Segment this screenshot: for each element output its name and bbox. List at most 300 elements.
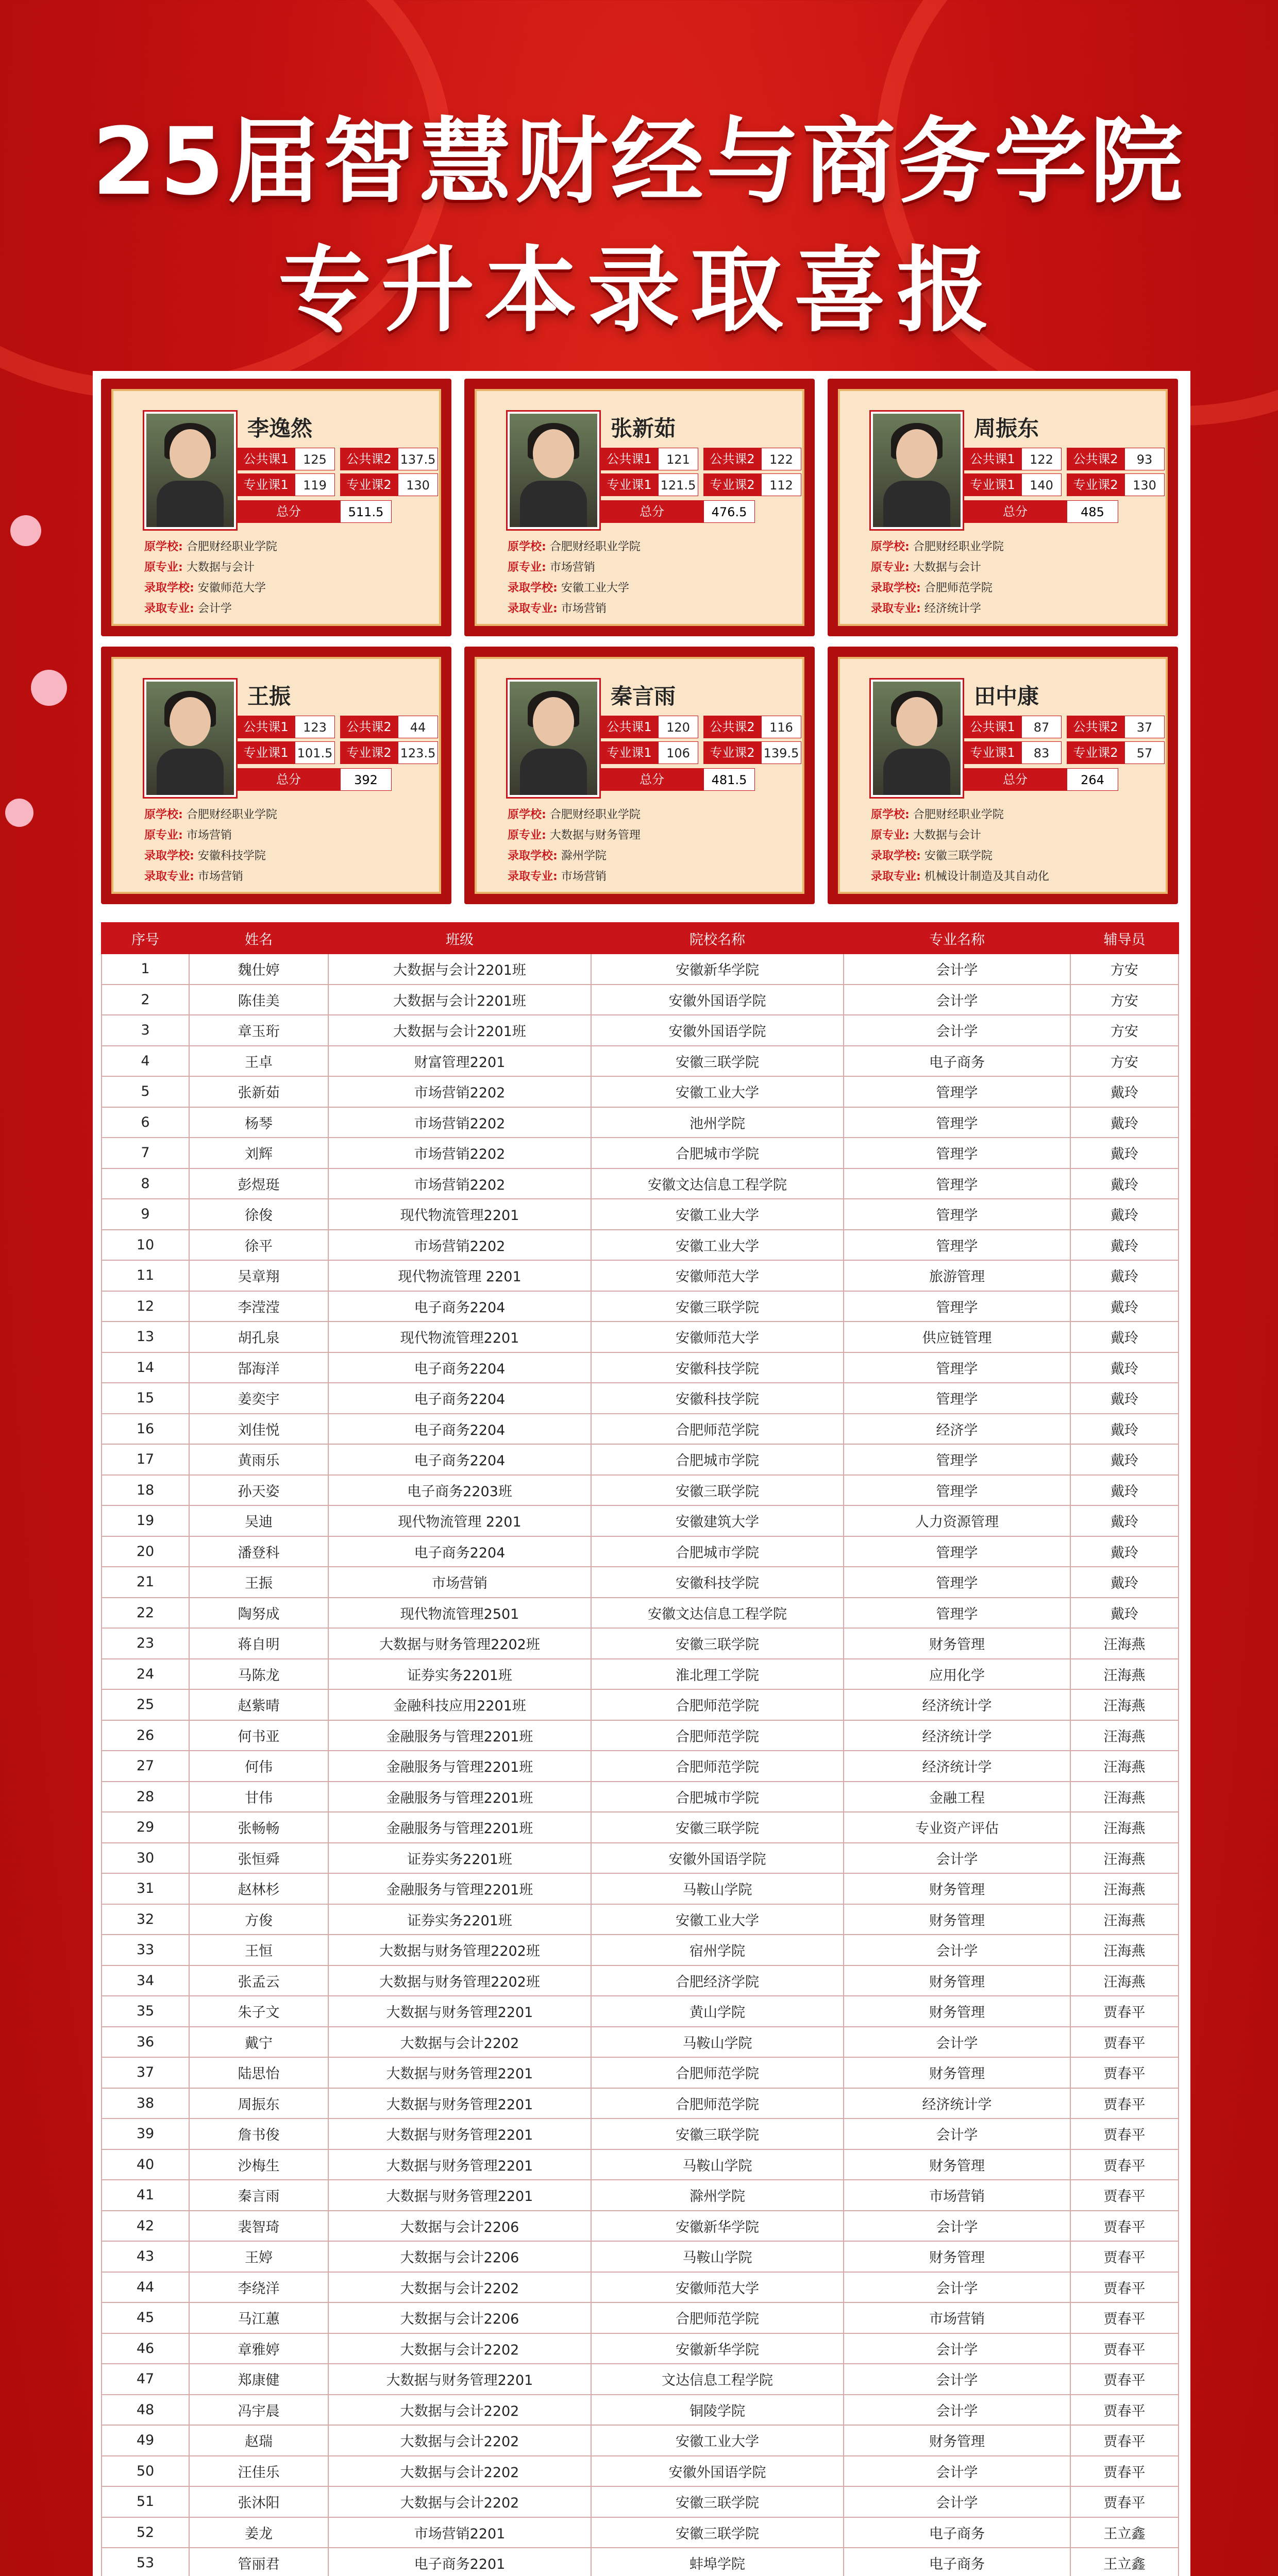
table-cell: 大数据与会计2202 — [328, 2027, 591, 2058]
table-cell: 贾春平 — [1070, 2456, 1179, 2487]
total-label: 总分 — [600, 768, 703, 791]
table-cell: 41 — [102, 2180, 189, 2211]
table-row — [102, 1383, 1179, 1414]
table-cell: 38 — [102, 2088, 189, 2119]
table-cell: 淮北理工学院 — [591, 1659, 844, 1690]
student-name: 王振 — [247, 684, 291, 709]
table-cell: 戴玲 — [1070, 1076, 1179, 1107]
info-line: 录取专业: 市场营销 — [144, 870, 243, 883]
table-cell: 市场营销 — [844, 2180, 1070, 2211]
table-cell: 贾春平 — [1070, 2180, 1179, 2211]
table-cell: 会计学 — [844, 2333, 1070, 2364]
table-cell: 安徽工业大学 — [591, 2425, 844, 2456]
table-cell: 财务管理 — [844, 2241, 1070, 2272]
table-cell: 李绕洋 — [189, 2272, 328, 2303]
table-cell: 戴玲 — [1070, 1199, 1179, 1230]
table-cell: 财务管理 — [844, 1904, 1070, 1935]
table-cell: 47 — [102, 2364, 189, 2395]
table-row — [102, 1659, 1179, 1690]
table-cell: 管理学 — [844, 1536, 1070, 1567]
table-cell: 魏仕婷 — [189, 954, 328, 985]
table-cell: 会计学 — [844, 2272, 1070, 2303]
table-cell: 大数据与财务管理2201 — [328, 2119, 591, 2149]
score-value: 139.5 — [761, 741, 801, 764]
table-cell: 张沐阳 — [189, 2486, 328, 2517]
student-name: 李逸然 — [247, 416, 313, 441]
table-row — [102, 2027, 1179, 2058]
table-cell: 王卓 — [189, 1046, 328, 1077]
table-cell: 管理学 — [844, 1352, 1070, 1383]
table-row — [102, 2211, 1179, 2242]
table-cell: 铜陵学院 — [591, 2395, 844, 2426]
table-cell: 黄雨乐 — [189, 1444, 328, 1475]
table-row — [102, 2149, 1179, 2180]
table-cell: 26 — [102, 1720, 189, 1751]
table-cell: 24 — [102, 1659, 189, 1690]
table-cell: 财务管理 — [844, 1873, 1070, 1904]
table-cell: 安徽建筑大学 — [591, 1505, 844, 1536]
table-cell: 马江蕙 — [189, 2302, 328, 2333]
table-cell: 方俊 — [189, 1904, 328, 1935]
total-label: 总分 — [964, 768, 1067, 791]
table-cell: 大数据与会计2206 — [328, 2241, 591, 2272]
table-cell: 电子商务2204 — [328, 1291, 591, 1322]
table-cell: 财富管理2201 — [328, 1046, 591, 1077]
admission-table — [101, 922, 1179, 2576]
table-cell: 10 — [102, 1230, 189, 1261]
student-photo — [508, 412, 599, 529]
table-cell: 贾春平 — [1070, 2088, 1179, 2119]
table-cell: 安徽三联学院 — [591, 1046, 844, 1077]
table-cell: 会计学 — [844, 1015, 1070, 1046]
column-header: 辅导员 — [1070, 923, 1179, 954]
table-cell: 管理学 — [844, 1444, 1070, 1475]
table-cell: 28 — [102, 1782, 189, 1812]
table-cell: 沙梅生 — [189, 2149, 328, 2180]
table-cell: 大数据与会计2201班 — [328, 985, 591, 1015]
table-cell: 戴玲 — [1070, 1230, 1179, 1261]
table-cell: 经济统计学 — [844, 1720, 1070, 1751]
score-label: 专业课1 — [600, 473, 658, 496]
table-cell: 财务管理 — [844, 2057, 1070, 2088]
table-cell: 安徽新华学院 — [591, 2211, 844, 2242]
table-cell: 戴玲 — [1070, 1291, 1179, 1322]
table-cell: 18 — [102, 1475, 189, 1506]
table-cell: 4 — [102, 1046, 189, 1077]
table-cell: 大数据与财务管理2202班 — [328, 1935, 591, 1965]
table-cell: 33 — [102, 1935, 189, 1965]
table-cell: 1 — [102, 954, 189, 985]
table-cell: 安徽科技学院 — [591, 1567, 844, 1598]
table-cell: 14 — [102, 1352, 189, 1383]
table-cell: 供应链管理 — [844, 1321, 1070, 1352]
table-row — [102, 1414, 1179, 1445]
score-value: 37 — [1124, 716, 1165, 738]
plum-blossom-icon — [10, 515, 41, 546]
table-cell: 贾春平 — [1070, 2333, 1179, 2364]
table-cell: 大数据与财务管理2201 — [328, 2088, 591, 2119]
table-cell: 管理学 — [844, 1107, 1070, 1138]
table-cell: 市场营销2202 — [328, 1107, 591, 1138]
total-score — [964, 500, 1170, 523]
table-cell: 汪海燕 — [1070, 1843, 1179, 1874]
table-cell: 汪海燕 — [1070, 1628, 1179, 1659]
table-cell: 人力资源管理 — [844, 1505, 1070, 1536]
table-cell: 安徽新华学院 — [591, 2333, 844, 2364]
score-value: 121.5 — [658, 473, 698, 496]
table-cell: 贾春平 — [1070, 2149, 1179, 2180]
table-row — [102, 1015, 1179, 1046]
total-label: 总分 — [964, 500, 1067, 523]
table-cell: 安徽文达信息工程学院 — [591, 1598, 844, 1629]
table-cell: 25 — [102, 1689, 189, 1720]
table-cell: 大数据与财务管理2202班 — [328, 1965, 591, 1996]
table-cell: 贾春平 — [1070, 2302, 1179, 2333]
table-row — [102, 2180, 1179, 2211]
table-row — [102, 1291, 1179, 1322]
table-cell: 郜海洋 — [189, 1352, 328, 1383]
table-row — [102, 1352, 1179, 1383]
score-label: 公共课1 — [237, 448, 295, 470]
table-cell: 39 — [102, 2119, 189, 2149]
table-cell: 电子商务2204 — [328, 1383, 591, 1414]
table-cell: 贾春平 — [1070, 2486, 1179, 2517]
total-score — [237, 500, 443, 523]
table-cell: 吴章翔 — [189, 1260, 328, 1291]
table-cell: 贾春平 — [1070, 2057, 1179, 2088]
table-row — [102, 1935, 1179, 1965]
table-cell: 合肥师范学院 — [591, 2088, 844, 2119]
table-cell: 合肥经济学院 — [591, 1965, 844, 1996]
info-line: 录取学校: 滁州学院 — [508, 850, 607, 862]
table-cell: 电子商务2204 — [328, 1536, 591, 1567]
score-value: 121 — [658, 448, 698, 470]
info-line: 录取专业: 机械设计制造及其自动化 — [871, 870, 1049, 883]
table-row — [102, 1107, 1179, 1138]
table-cell: 20 — [102, 1536, 189, 1567]
table-row — [102, 1168, 1179, 1199]
table-cell: 35 — [102, 1996, 189, 2027]
table-cell: 戴宁 — [189, 2027, 328, 2058]
table-cell: 汪海燕 — [1070, 1965, 1179, 1996]
total-score — [237, 768, 443, 791]
table-cell: 合肥师范学院 — [591, 1414, 844, 1445]
table-cell: 9 — [102, 1199, 189, 1230]
score-value: 57 — [1124, 741, 1165, 764]
score-label: 公共课1 — [237, 716, 295, 738]
table-row — [102, 2333, 1179, 2364]
table-cell: 戴玲 — [1070, 1536, 1179, 1567]
total-value: 392 — [340, 768, 392, 791]
table-cell: 电子商务 — [844, 2517, 1070, 2548]
table-cell: 12 — [102, 1291, 189, 1322]
table-cell: 汪海燕 — [1070, 1935, 1179, 1965]
student-photo — [144, 412, 236, 529]
table-cell: 现代物流管理 2201 — [328, 1505, 591, 1536]
info-line: 录取专业: 市场营销 — [508, 870, 607, 883]
score-label: 专业课2 — [703, 741, 761, 764]
score-value: 119 — [295, 473, 335, 496]
table-cell: 合肥城市学院 — [591, 1782, 844, 1812]
table-cell: 马鞍山学院 — [591, 1873, 844, 1904]
table-cell: 45 — [102, 2302, 189, 2333]
table-row — [102, 1843, 1179, 1874]
table-cell: 现代物流管理 2201 — [328, 1260, 591, 1291]
table-cell: 管理学 — [844, 1567, 1070, 1598]
student-photo — [508, 680, 599, 797]
student-photo — [144, 680, 236, 797]
student-name: 田中康 — [974, 684, 1039, 709]
table-cell: 27 — [102, 1751, 189, 1782]
table-cell: 安徽外国语学院 — [591, 2456, 844, 2487]
table-cell: 贾春平 — [1070, 2241, 1179, 2272]
info-line: 原学校: 合肥财经职业学院 — [508, 808, 641, 821]
table-row — [102, 2302, 1179, 2333]
table-row — [102, 2456, 1179, 2487]
table-cell: 安徽三联学院 — [591, 2486, 844, 2517]
table-cell: 6 — [102, 1107, 189, 1138]
score-value: 140 — [1021, 473, 1062, 496]
table-cell: 戴玲 — [1070, 1414, 1179, 1445]
table-cell: 池州学院 — [591, 1107, 844, 1138]
table-cell: 大数据与财务管理2201 — [328, 2057, 591, 2088]
table-cell: 大数据与会计2201班 — [328, 1015, 591, 1046]
table-cell: 戴玲 — [1070, 1321, 1179, 1352]
card-body — [111, 389, 441, 626]
table-cell: 大数据与会计2202 — [328, 2456, 591, 2487]
total-value: 264 — [1067, 768, 1118, 791]
total-score — [964, 768, 1170, 791]
table-cell: 32 — [102, 1904, 189, 1935]
total-value: 481.5 — [703, 768, 755, 791]
table-cell: 刘佳悦 — [189, 1414, 328, 1445]
table-cell: 52 — [102, 2517, 189, 2548]
table-cell: 姜奕宇 — [189, 1383, 328, 1414]
table-row — [102, 1260, 1179, 1291]
score-value: 123.5 — [398, 741, 438, 764]
table-cell: 证券实务2201班 — [328, 1659, 591, 1690]
table-cell: 章雅婷 — [189, 2333, 328, 2364]
column-header: 姓名 — [189, 923, 328, 954]
table-cell: 30 — [102, 1843, 189, 1874]
score-value: 83 — [1021, 741, 1062, 764]
table-cell: 大数据与会计2206 — [328, 2211, 591, 2242]
table-cell: 马鞍山学院 — [591, 2241, 844, 2272]
table-cell: 金融服务与管理2201班 — [328, 1782, 591, 1812]
table-cell: 会计学 — [844, 2456, 1070, 2487]
table-cell: 大数据与财务管理2201 — [328, 1996, 591, 2027]
info-line: 原专业: 大数据与财务管理 — [508, 829, 641, 842]
table-cell: 管丽君 — [189, 2548, 328, 2576]
table-cell: 贾春平 — [1070, 2211, 1179, 2242]
info-line: 原专业: 市场营销 — [144, 829, 232, 842]
table-cell: 管理学 — [844, 1230, 1070, 1261]
table-cell: 徐俊 — [189, 1199, 328, 1230]
student-card — [101, 647, 451, 904]
table-cell: 郑康健 — [189, 2364, 328, 2395]
table-cell: 蚌埠学院 — [591, 2548, 844, 2576]
table-cell: 大数据与会计2202 — [328, 2395, 591, 2426]
info-line: 录取学校: 合肥师范学院 — [871, 582, 993, 595]
table-cell: 大数据与会计2202 — [328, 2425, 591, 2456]
table-cell: 37 — [102, 2057, 189, 2088]
table-cell: 姜龙 — [189, 2517, 328, 2548]
table-cell: 戴玲 — [1070, 1260, 1179, 1291]
info-line: 录取专业: 市场营销 — [508, 602, 607, 615]
table-cell: 王婷 — [189, 2241, 328, 2272]
table-cell: 会计学 — [844, 985, 1070, 1015]
table-cell: 蒋自明 — [189, 1628, 328, 1659]
table-cell: 合肥师范学院 — [591, 1689, 844, 1720]
table-cell: 贾春平 — [1070, 2425, 1179, 2456]
table-cell: 53 — [102, 2548, 189, 2576]
table-cell: 16 — [102, 1414, 189, 1445]
score-label: 专业课2 — [703, 473, 761, 496]
score-label: 公共课2 — [703, 448, 761, 470]
table-cell: 汪海燕 — [1070, 1782, 1179, 1812]
table-row — [102, 1904, 1179, 1935]
plum-blossom-icon — [31, 670, 67, 706]
table-cell: 何伟 — [189, 1751, 328, 1782]
table-cell: 安徽三联学院 — [591, 2517, 844, 2548]
table-row — [102, 2088, 1179, 2119]
table-row — [102, 1689, 1179, 1720]
table-cell: 汪海燕 — [1070, 1904, 1179, 1935]
table-cell: 陈佳美 — [189, 985, 328, 1015]
card-body — [475, 657, 804, 894]
table-cell: 戴玲 — [1070, 1383, 1179, 1414]
table-cell: 15 — [102, 1383, 189, 1414]
table-header-row — [102, 923, 1179, 954]
table-cell: 证券实务2201班 — [328, 1843, 591, 1874]
score-value: 130 — [1124, 473, 1165, 496]
table-cell: 安徽师范大学 — [591, 2272, 844, 2303]
table-row — [102, 1720, 1179, 1751]
table-cell: 电子商务 — [844, 1046, 1070, 1077]
table-row — [102, 2057, 1179, 2088]
table-cell: 36 — [102, 2027, 189, 2058]
table-cell: 安徽科技学院 — [591, 1352, 844, 1383]
total-value: 511.5 — [340, 500, 392, 523]
table-row — [102, 1230, 1179, 1261]
table-cell: 44 — [102, 2272, 189, 2303]
table-row — [102, 1873, 1179, 1904]
table-cell: 大数据与财务管理2201 — [328, 2149, 591, 2180]
score-label: 专业课1 — [237, 741, 295, 764]
student-photo — [871, 412, 963, 529]
info-line: 原专业: 大数据与会计 — [144, 561, 255, 574]
table-row — [102, 2241, 1179, 2272]
table-cell: 5 — [102, 1076, 189, 1107]
table-row — [102, 1996, 1179, 2027]
table-cell: 赵紫晴 — [189, 1689, 328, 1720]
table-cell: 合肥师范学院 — [591, 1751, 844, 1782]
table-cell: 21 — [102, 1567, 189, 1598]
table-cell: 安徽三联学院 — [591, 1628, 844, 1659]
score-label: 公共课1 — [964, 716, 1021, 738]
card-body — [475, 389, 804, 626]
table-cell: 管理学 — [844, 1199, 1070, 1230]
table-cell: 汪海燕 — [1070, 1873, 1179, 1904]
total-value: 476.5 — [703, 500, 755, 523]
table-row — [102, 1138, 1179, 1168]
table-row — [102, 1076, 1179, 1107]
table-row — [102, 2517, 1179, 2548]
table-cell: 贾春平 — [1070, 2272, 1179, 2303]
info-line: 原学校: 合肥财经职业学院 — [144, 540, 277, 553]
table-cell: 大数据与财务管理2201 — [328, 2180, 591, 2211]
table-cell: 汪海燕 — [1070, 1659, 1179, 1690]
table-cell: 现代物流管理2201 — [328, 1199, 591, 1230]
table-row — [102, 1046, 1179, 1077]
student-card — [464, 647, 815, 904]
score-value: 44 — [398, 716, 438, 738]
table-cell: 13 — [102, 1321, 189, 1352]
table-cell: 51 — [102, 2486, 189, 2517]
score-value: 87 — [1021, 716, 1062, 738]
table-cell: 40 — [102, 2149, 189, 2180]
table-cell: 大数据与财务管理2201 — [328, 2364, 591, 2395]
table-row — [102, 2425, 1179, 2456]
table-cell: 戴玲 — [1070, 1444, 1179, 1475]
table-row — [102, 1567, 1179, 1598]
table-cell: 王恒 — [189, 1935, 328, 1965]
table-cell: 张畅畅 — [189, 1812, 328, 1843]
table-cell: 贾春平 — [1070, 2364, 1179, 2395]
table-cell: 23 — [102, 1628, 189, 1659]
table-cell: 徐平 — [189, 1230, 328, 1261]
table-cell: 冯宇晨 — [189, 2395, 328, 2426]
table-cell: 贾春平 — [1070, 1996, 1179, 2027]
score-value: 122 — [1021, 448, 1062, 470]
score-value: 116 — [761, 716, 801, 738]
table-cell: 会计学 — [844, 2486, 1070, 2517]
info-line: 录取学校: 安徽三联学院 — [871, 850, 993, 862]
table-cell: 汪海燕 — [1070, 1812, 1179, 1843]
table-cell: 安徽外国语学院 — [591, 1843, 844, 1874]
score-label: 公共课2 — [703, 716, 761, 738]
table-cell: 市场营销2202 — [328, 1138, 591, 1168]
score-value: 93 — [1124, 448, 1165, 470]
table-cell: 34 — [102, 1965, 189, 1996]
info-line: 录取专业: 经济统计学 — [871, 602, 981, 615]
table-cell: 市场营销2202 — [328, 1168, 591, 1199]
table-cell: 戴玲 — [1070, 1168, 1179, 1199]
table-cell: 市场营销 — [328, 1567, 591, 1598]
table-cell: 大数据与会计2202 — [328, 2333, 591, 2364]
student-name: 张新茹 — [611, 416, 676, 441]
table-cell: 秦言雨 — [189, 2180, 328, 2211]
table-cell: 王立鑫 — [1070, 2517, 1179, 2548]
score-label: 公共课2 — [1067, 716, 1124, 738]
table-cell: 金融科技应用2201班 — [328, 1689, 591, 1720]
table-cell: 会计学 — [844, 2119, 1070, 2149]
table-cell: 黄山学院 — [591, 1996, 844, 2027]
table-cell: 电子商务2204 — [328, 1352, 591, 1383]
table-cell: 财务管理 — [844, 1965, 1070, 1996]
table-cell: 陶努成 — [189, 1598, 328, 1629]
table-row — [102, 1628, 1179, 1659]
column-header: 序号 — [102, 923, 189, 954]
table-cell: 17 — [102, 1444, 189, 1475]
table-cell: 金融服务与管理2201班 — [328, 1812, 591, 1843]
student-card — [828, 379, 1178, 636]
total-label: 总分 — [600, 500, 703, 523]
table-cell: 安徽三联学院 — [591, 2119, 844, 2149]
table-cell: 安徽文达信息工程学院 — [591, 1168, 844, 1199]
table-cell: 43 — [102, 2241, 189, 2272]
column-header: 专业名称 — [844, 923, 1070, 954]
